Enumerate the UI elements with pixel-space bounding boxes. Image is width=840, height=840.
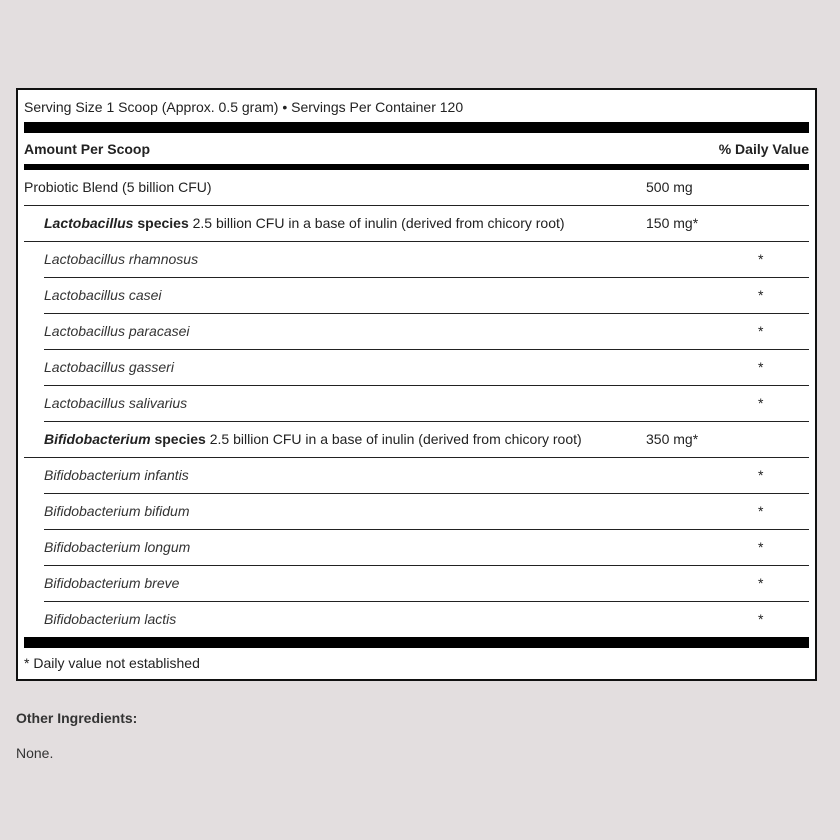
strain-name: Lactobacillus paracasei (44, 323, 190, 339)
thick-divider (24, 122, 809, 133)
strain-name: Bifidobacterium breve (44, 575, 180, 591)
other-ingredients-value: None. (16, 745, 54, 761)
strain-name: Bifidobacterium longum (44, 539, 191, 555)
daily-value-header: % Daily Value (718, 140, 809, 157)
species-detail: 2.5 billion CFU in a base of inulin (derived from chicory root) (205, 431, 582, 447)
other-ingredients-title: Other Ingredients: (16, 710, 138, 726)
strain-daily-value: * (758, 503, 764, 519)
blend-name: Probiotic Blend (5 billion CFU) (24, 179, 212, 195)
strain-name: Lactobacillus casei (44, 287, 162, 303)
bifidobacterium-description (44, 422, 582, 457)
column-header-row (24, 133, 809, 164)
strain-daily-value: * (758, 539, 764, 555)
species-word: species (133, 215, 189, 231)
strain-name: Lactobacillus rhamnosus (44, 251, 199, 267)
strain-daily-value: * (758, 575, 764, 591)
strain-daily-value: * (758, 287, 764, 303)
strain-row (44, 494, 809, 530)
amount-per-scoop-header: Amount Per Scoop (24, 140, 151, 157)
blend-amount: 500 mg (646, 179, 693, 195)
strain-daily-value: * (758, 359, 764, 375)
bifidobacterium-amount: 350 mg* (646, 431, 699, 447)
strain-daily-value: * (758, 395, 764, 411)
genus-name: Lactobacillus (44, 215, 134, 231)
strain-row (44, 458, 809, 494)
strain-row (44, 242, 809, 278)
bottom-thick-divider (24, 637, 809, 648)
strain-name: Bifidobacterium bifidum (44, 503, 190, 519)
strain-row (44, 566, 809, 602)
strain-row (44, 314, 809, 350)
genus-name: Bifidobacterium (44, 431, 151, 447)
bifidobacterium-species-row (24, 422, 809, 458)
strain-row (44, 530, 809, 566)
strain-name: Lactobacillus salivarius (44, 395, 188, 411)
strain-name: Lactobacillus gasseri (44, 359, 174, 375)
lactobacillus-amount: 150 mg* (646, 215, 699, 231)
strain-daily-value: * (758, 251, 764, 267)
strain-name: Bifidobacterium infantis (44, 467, 189, 483)
supplement-facts-panel (16, 88, 817, 681)
strain-daily-value: * (758, 611, 764, 627)
strain-name: Bifidobacterium lactis (44, 611, 177, 627)
species-word: species (150, 431, 206, 447)
species-detail: 2.5 billion CFU in a base of inulin (derived from chicory root) (188, 215, 565, 231)
strain-row (44, 350, 809, 386)
lactobacillus-description (44, 206, 565, 241)
strain-row (44, 386, 809, 422)
strain-row (44, 278, 809, 314)
strain-daily-value: * (758, 323, 764, 339)
lactobacillus-species-row (24, 206, 809, 242)
strain-daily-value: * (758, 467, 764, 483)
probiotic-blend-row (24, 170, 809, 206)
serving-size-line: Serving Size 1 Scoop (Approx. 0.5 gram) • Servings Per Container 120 (24, 99, 464, 115)
daily-value-footnote: * Daily value not established (24, 655, 200, 671)
strain-row (44, 602, 809, 637)
